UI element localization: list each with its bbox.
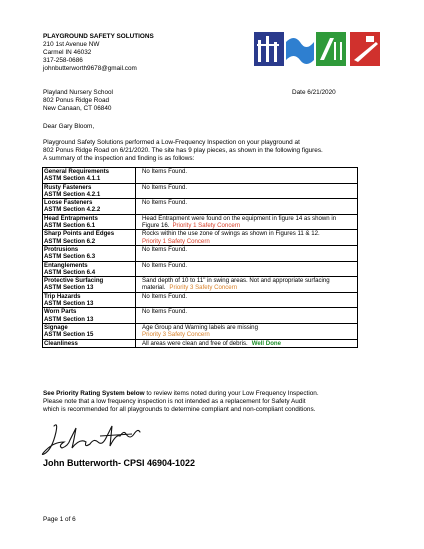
finding-category-cell bbox=[43, 292, 136, 308]
finding-astm-section: ASTM Section 6.2 bbox=[44, 237, 96, 245]
finding-astm-section: ASTM Section 15 bbox=[44, 331, 94, 339]
finding-astm-section: ASTM Section 6.1 bbox=[44, 222, 96, 230]
company-name: PLAYGROUND SAFETY SOLUTIONS bbox=[43, 33, 154, 40]
finding-category-cell bbox=[43, 308, 136, 324]
company-address-line2: Carmel IN 46032 bbox=[43, 49, 92, 56]
finding-description-line: Head Entrapment were found on the equipment in figure 14 as shown in bbox=[142, 214, 337, 222]
finding-category: Loose Fasteners bbox=[44, 199, 93, 207]
notes-line1-text: to review items noted during your Low Frequency Inspection. bbox=[144, 390, 319, 397]
finding-description-text: All areas were clean and free of debris. bbox=[142, 339, 248, 347]
finding-astm-section: ASTM Section 13 bbox=[44, 315, 94, 323]
finding-description-line: No Items Found. bbox=[142, 245, 188, 253]
company-logo bbox=[254, 30, 382, 74]
finding-priority-label: Priority 1 Safety Concern bbox=[142, 237, 210, 245]
finding-row bbox=[43, 183, 358, 199]
finding-description-cell bbox=[136, 261, 358, 277]
finding-astm-section: ASTM Section 4.2.1 bbox=[44, 190, 101, 198]
signatory-name: John Butterworth- CPSI 46904-1022 bbox=[43, 458, 196, 468]
finding-category: Sharp Points and Edges bbox=[44, 230, 115, 238]
finding-astm-section: ASTM Section 4.1.1 bbox=[44, 175, 101, 183]
priority-rating-reference: See Priority Rating System below bbox=[43, 390, 145, 397]
company-block bbox=[43, 33, 154, 73]
recipient-address-line1: 802 Ponus Ridge Road bbox=[43, 97, 110, 104]
finding-category-cell bbox=[43, 214, 136, 230]
recipient-name: Playland Nursery School bbox=[43, 89, 113, 96]
handwritten-signature bbox=[40, 420, 160, 458]
finding-description-cell bbox=[136, 168, 358, 184]
finding-description-line bbox=[142, 284, 356, 291]
finding-astm-section: ASTM Section 6.4 bbox=[44, 268, 96, 276]
finding-category: Protrusions bbox=[44, 245, 79, 253]
finding-description-line: Age Group and Warning labels are missing bbox=[142, 323, 258, 331]
recipient-address-line2: New Canaan, CT 06840 bbox=[43, 105, 112, 112]
notes-line: Please note that a low frequency inspection is not intended as a replacement for Safety Audit bbox=[43, 398, 306, 405]
finding-category-cell bbox=[43, 245, 136, 261]
finding-description-line: Rocks within the use zone of swings as shown in Figures 11 & 12. bbox=[142, 230, 320, 238]
finding-row bbox=[43, 168, 358, 184]
intro-line: A summary of the inspection and finding is as follows: bbox=[43, 155, 195, 162]
finding-category: Protective Surfacing bbox=[44, 277, 104, 285]
finding-row bbox=[43, 323, 358, 339]
finding-description-line: No Items Found. bbox=[142, 168, 188, 175]
finding-description-line: No Items Found. bbox=[142, 292, 188, 300]
finding-description-cell bbox=[136, 183, 358, 199]
finding-row bbox=[43, 261, 358, 277]
finding-description-line bbox=[142, 222, 356, 229]
notes-line bbox=[43, 390, 319, 398]
finding-category-cell bbox=[43, 277, 136, 293]
finding-description-cell bbox=[136, 199, 358, 215]
finding-row bbox=[43, 308, 358, 324]
page-number: Page 1 of 6 bbox=[43, 516, 76, 523]
finding-category: General Requirements bbox=[44, 168, 110, 175]
finding-description-line: No Items Found. bbox=[142, 183, 188, 191]
finding-description-line: No Items Found. bbox=[142, 261, 188, 269]
finding-astm-section: ASTM Section 4.2.2 bbox=[44, 206, 101, 214]
finding-description-cell bbox=[136, 277, 358, 293]
finding-row bbox=[43, 292, 358, 308]
finding-row bbox=[43, 277, 358, 293]
finding-category: Trip Hazards bbox=[44, 292, 81, 300]
finding-category-cell bbox=[43, 230, 136, 246]
finding-category-cell bbox=[43, 183, 136, 199]
finding-category-cell bbox=[43, 199, 136, 215]
finding-row bbox=[43, 245, 358, 261]
company-phone: 317-258-0686 bbox=[43, 57, 83, 64]
company-email: johnbutterworth9678@gmail.com bbox=[43, 65, 137, 72]
finding-priority-label: Well Done bbox=[251, 339, 282, 347]
finding-priority-label: Priority 1 Safety Concern bbox=[172, 222, 241, 230]
finding-description-line: No Items Found. bbox=[142, 199, 188, 207]
finding-category: Rusty Fasteners bbox=[44, 183, 92, 191]
finding-description-cell bbox=[136, 323, 358, 339]
finding-astm-section: ASTM Section 6.3 bbox=[44, 253, 96, 261]
finding-description-cell bbox=[136, 214, 358, 230]
finding-category: Entanglements bbox=[44, 261, 88, 269]
company-address-line1: 210 1st Avenue NW bbox=[43, 41, 100, 48]
finding-category-cell bbox=[43, 168, 136, 184]
finding-row bbox=[43, 230, 358, 246]
finding-category-cell bbox=[43, 339, 136, 347]
report-date: Date 6/21/2020 bbox=[292, 89, 336, 96]
findings-table-body bbox=[43, 168, 358, 348]
finding-priority-label: Priority 3 Safety Concern bbox=[169, 284, 238, 292]
finding-description-text: material. bbox=[142, 284, 166, 292]
finding-category-cell bbox=[43, 261, 136, 277]
finding-priority-label: Priority 3 Safety Concern bbox=[142, 331, 210, 339]
intro-line: Playground Safety Solutions performed a Low-Frequency Inspection on your playground at bbox=[43, 139, 300, 146]
finding-astm-section: ASTM Section 13 bbox=[44, 300, 94, 308]
intro-line: 802 Ponus Ridge Road on 6/21/2020. The site has 9 play pieces, as shown in the following figures. bbox=[43, 147, 323, 154]
finding-description-line bbox=[142, 340, 356, 347]
finding-description-cell bbox=[136, 245, 358, 261]
finding-description-text: Figure 16. bbox=[142, 222, 170, 230]
notes-paragraph bbox=[43, 390, 319, 414]
finding-astm-section: ASTM Section 13 bbox=[44, 284, 94, 292]
finding-description-cell bbox=[136, 292, 358, 308]
finding-description-cell bbox=[136, 308, 358, 324]
finding-row bbox=[43, 214, 358, 230]
recipient-block bbox=[43, 89, 113, 113]
finding-description-cell bbox=[136, 339, 358, 347]
finding-category: Head Entrapments bbox=[44, 214, 98, 222]
finding-category: Worn Parts bbox=[44, 308, 77, 316]
salutation: Dear Gary Bloom, bbox=[43, 123, 95, 130]
notes-line: which is recommended for all playgrounds to determine compliant and non-compliant conditions. bbox=[43, 406, 316, 413]
finding-description-line: No Items Found. bbox=[142, 308, 188, 316]
finding-description-cell bbox=[136, 230, 358, 246]
finding-row bbox=[43, 339, 358, 347]
finding-category-cell bbox=[43, 323, 136, 339]
findings-table bbox=[42, 167, 358, 348]
intro-paragraph bbox=[43, 139, 323, 163]
finding-description-line: Sand depth of 10 to 11" in swing areas. Not and appropriate surfacing bbox=[142, 277, 330, 285]
finding-category: Cleanliness bbox=[44, 339, 78, 347]
finding-category: Signage bbox=[44, 323, 68, 331]
finding-row bbox=[43, 199, 358, 215]
